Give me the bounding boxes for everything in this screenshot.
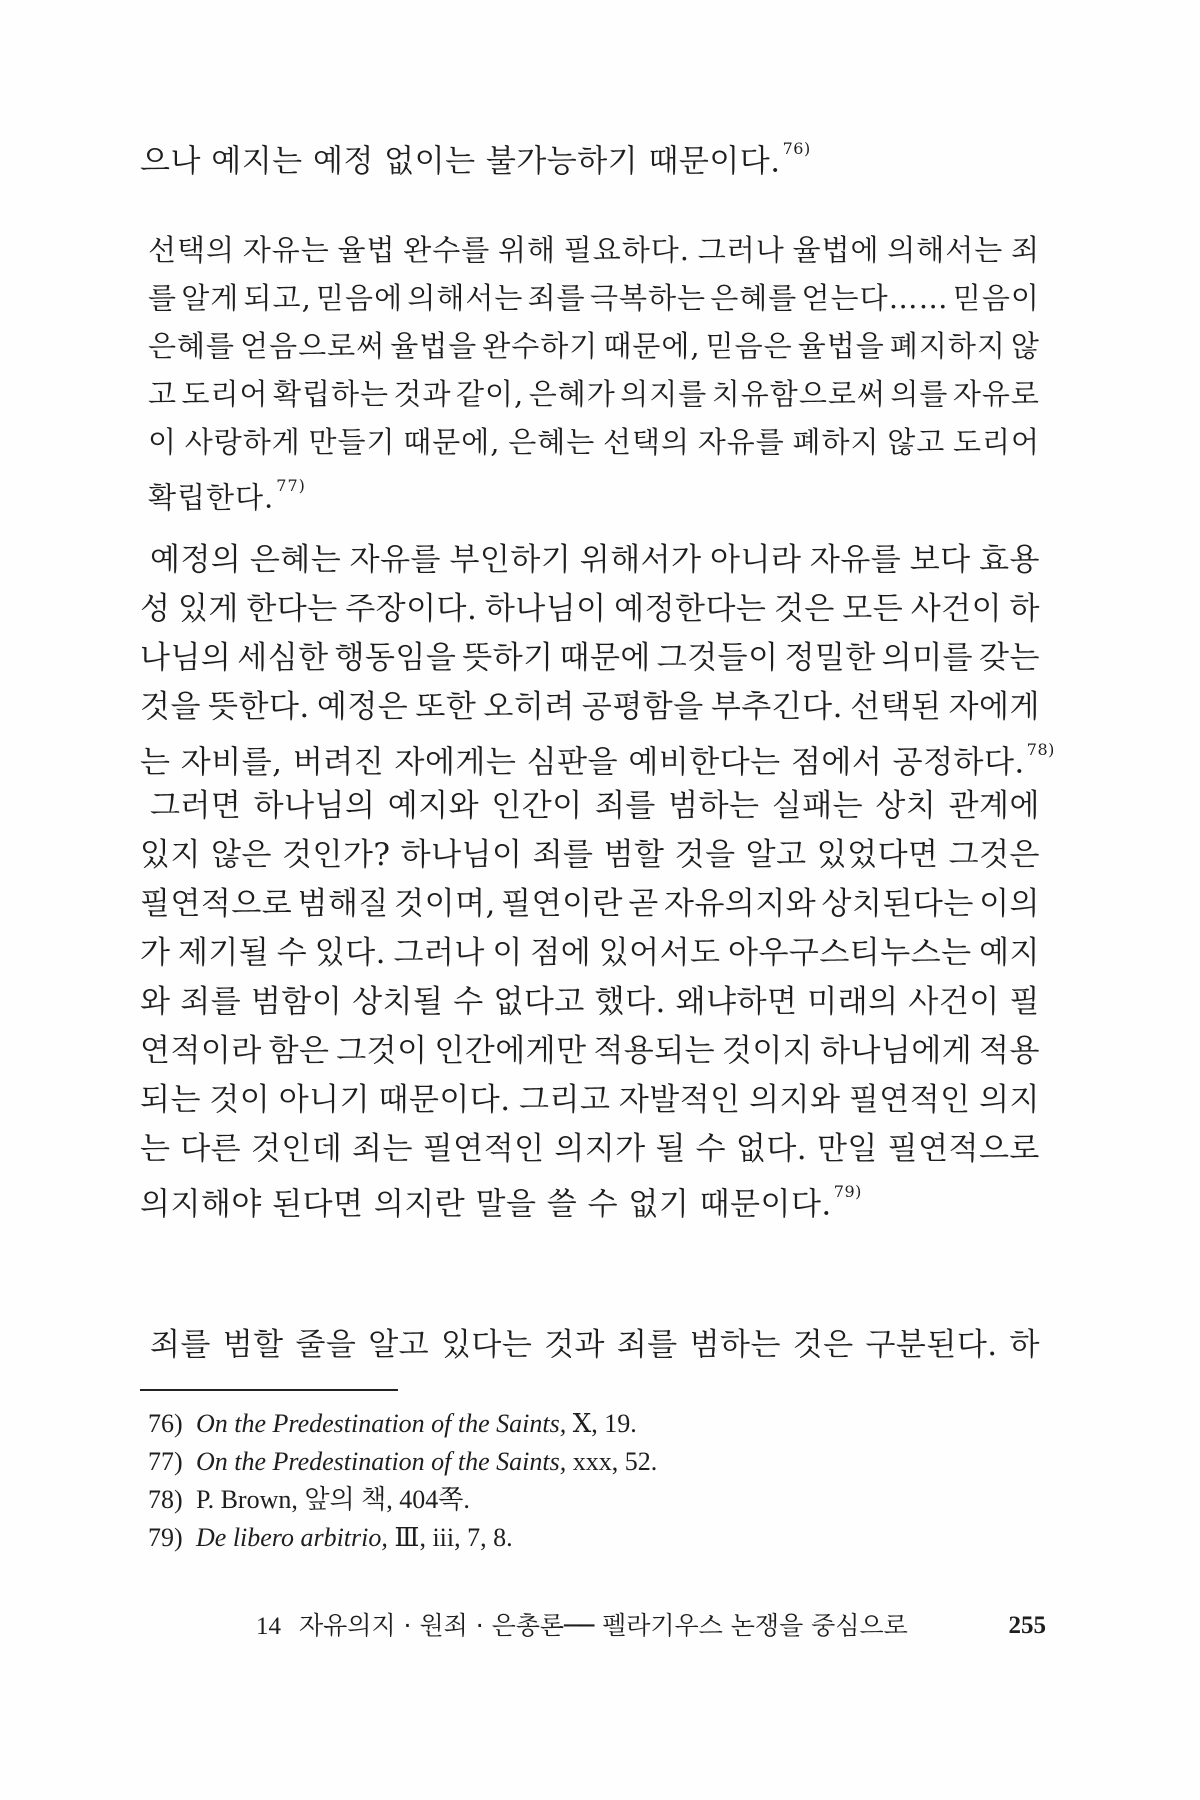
paragraph-line: 연적이라 함은 그것이 인간에게만 적용되는 것이지 하나님에게 적용: [140, 1033, 1040, 1069]
paragraph-line: 나님의 세심한 행동임을 뜻하기 때문에 그것들이 정밀한 의미를 갖는: [140, 640, 1040, 676]
footnote-ref-77: 77): [276, 476, 306, 495]
paragraph-2-last-line: 의지해야 된다면 의지란 말을 쓸 수 없기 때문이다.: [140, 1186, 832, 1223]
paragraph-line: 와 죄를 범함이 상치될 수 없다고 했다. 왜냐하면 미래의 사건이 필: [140, 984, 1040, 1020]
footnote-78: [148, 1481, 1048, 1519]
footnote-ref-78: 78): [1026, 740, 1055, 759]
footnote-ref-79: 79): [833, 1182, 862, 1201]
paragraph-line: 가 제기될 수 있다. 그러나 이 점에 있어서도 아우구스티누스는 예지: [140, 935, 1040, 971]
paragraph-line: 있지 않은 것인가? 하나님이 죄를 범할 것을 알고 있었다면 그것은: [140, 837, 1040, 873]
footnote-76: [148, 1405, 1048, 1443]
running-footer: [256, 1608, 1046, 1645]
footnote-text: P. Brown, 앞의 책, 404쪽.: [196, 1485, 470, 1514]
quote-line: 이 사랑하게 만들기 때문에, 은혜는 선택의 자유를 폐하지 않고 도리어: [148, 425, 1040, 459]
chapter-number: 14: [256, 1613, 281, 1640]
paragraph-line: 그러면 하나님의 예지와 인간이 죄를 범하는 실패는 상치 관계에: [150, 788, 1040, 824]
footnote-ref-76: 76): [782, 139, 811, 158]
footnote-77: [148, 1443, 1048, 1481]
chapter-title: 자유의지 · 원죄 · 은총론── 펠라기우스 논쟁을 중심으로: [299, 1611, 908, 1640]
footnote-title: On the Predestination of the Saints,: [196, 1409, 567, 1438]
quote-last-line: 확립한다.: [148, 480, 275, 515]
opening-line-text: 으나 예지는 예정 없이는 불가능하기 때문이다.: [140, 143, 781, 180]
quote-line: 를 알게 되고, 믿음에 의해서는 죄를 극복하는 은혜를 얻는다…… 믿음이: [148, 281, 1040, 315]
footnote-locator: Ⅲ, iii, 7, 8.: [387, 1523, 513, 1552]
footnote-title: On the Predestination of the Saints,: [196, 1447, 567, 1476]
quote-line: 은혜를 얻음으로써 율법을 완수하기 때문에, 믿음은 율법을 폐지하지 않: [148, 329, 1040, 363]
footnote-locator: xxx, 52.: [566, 1447, 658, 1476]
footnote-number: 78): [148, 1485, 183, 1514]
footnote-number: 77): [148, 1447, 183, 1476]
footnotes: [148, 1405, 1048, 1557]
quote-line: 선택의 자유는 율법 완수를 위해 필요하다. 그러나 율법에 의해서는 죄: [148, 233, 1040, 267]
footnote-number: 76): [148, 1409, 183, 1438]
footnote-divider: [140, 1389, 398, 1391]
paragraph-line: 되는 것이 아니기 때문이다. 그리고 자발적인 의지와 필연적인 의지: [140, 1082, 1040, 1118]
footnote-locator: Ⅹ, 19.: [566, 1409, 637, 1438]
quote-line: 고 도리어 확립하는 것과 같이, 은혜가 의지를 치유함으로써 의를 자유로: [148, 377, 1040, 411]
paragraph-line: 예정의 은혜는 자유를 부인하기 위해서가 아니라 자유를 보다 효용: [150, 542, 1040, 578]
paragraph-line: 것을 뜻한다. 예정은 또한 오히려 공평함을 부추긴다. 선택된 자에게: [140, 689, 1040, 725]
footnote-title: De libero arbitrio,: [196, 1523, 388, 1552]
paragraph-line: 죄를 범할 줄을 알고 있다는 것과 죄를 범하는 것은 구분된다. 하: [150, 1327, 1040, 1363]
paragraph-1-last-line: 는 자비를, 버려진 자에게는 심판을 예비한다는 점에서 공정하다.: [140, 744, 1025, 781]
paragraph-line: 필연적으로 범해질 것이며, 필연이란 곧 자유의지와 상치된다는 이의: [140, 886, 1040, 922]
paragraph-line: 는 다른 것인데 죄는 필연적인 의지가 될 수 없다. 만일 필연적으로: [140, 1131, 1040, 1167]
footnote-79: [148, 1519, 1048, 1557]
page-number: 255: [1008, 1612, 1046, 1639]
paragraph-line: 성 있게 한다는 주장이다. 하나님이 예정한다는 것은 모든 사건이 하: [140, 591, 1040, 627]
footnote-number: 79): [148, 1523, 183, 1552]
